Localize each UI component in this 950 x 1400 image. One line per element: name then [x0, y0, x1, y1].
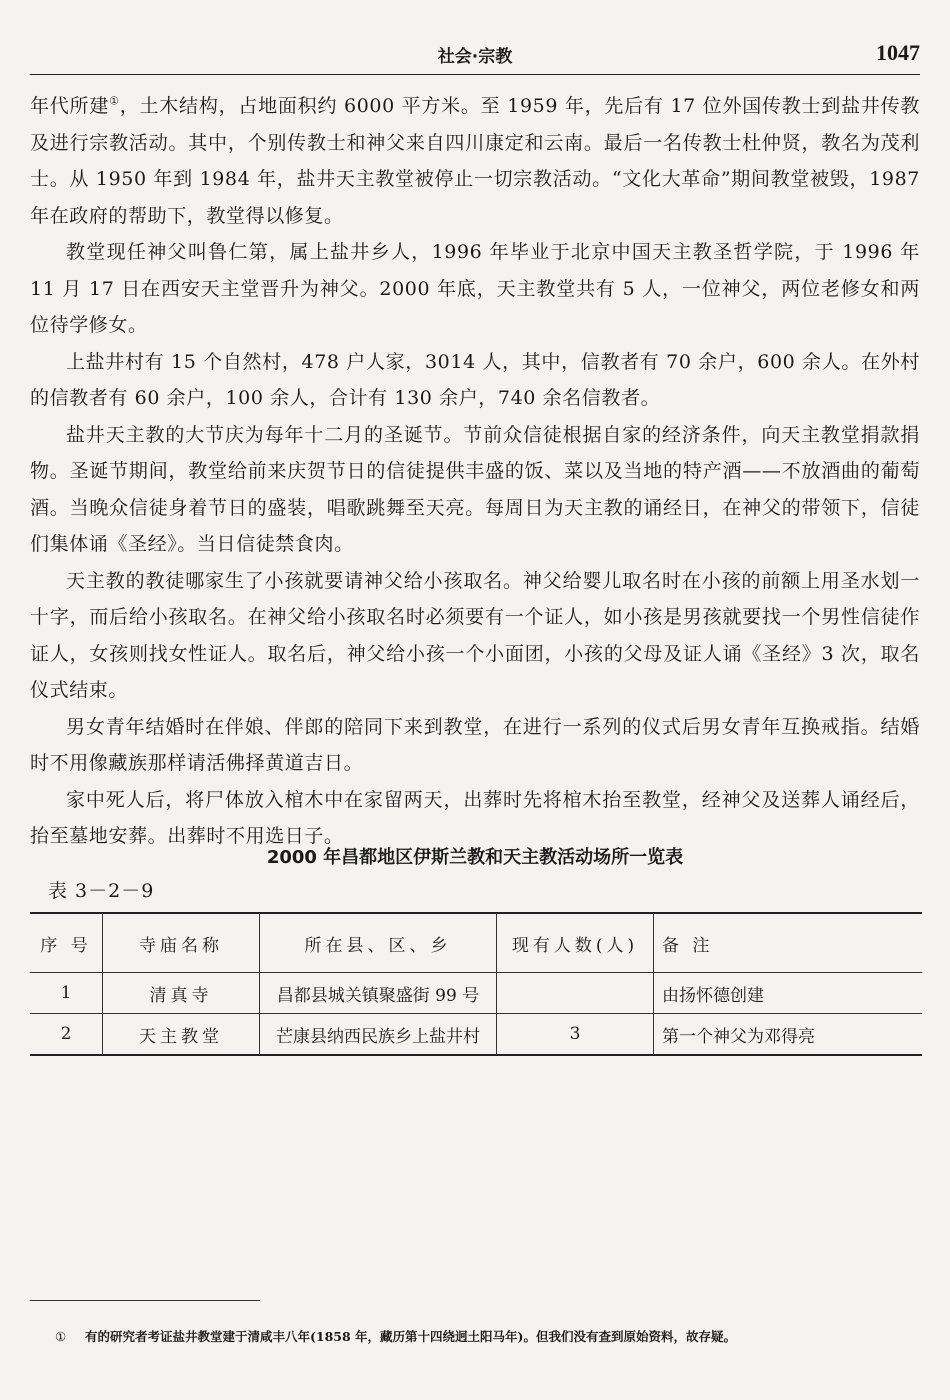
table-number: 表 3－2－9 — [48, 880, 155, 902]
cell-count — [497, 973, 654, 1014]
cell-location: 芒康县纳西民族乡上盐井村 — [260, 1014, 497, 1056]
footnote-divider — [30, 1300, 260, 1301]
footnote-text: 有的研究者考证盐井教堂建于清咸丰八年(1858 年，藏历第十四绕迥土阳马年)。但我们没有查到原始资料，故存疑。 — [85, 1329, 736, 1344]
running-header — [30, 40, 920, 75]
body-text — [30, 88, 920, 855]
paragraph: 天主教的教徒哪家生了小孩就要请神父给小孩取名。神父给婴儿取名时在小孩的前额上用圣水划一十字，而后给小孩取名。在神父给小孩取名时必须要有一个证人，如小孩是男孩就要找一个男性信徒作证人，女孩则找女性证人。取名后，神父给小孩一个小面团，小孩的父母及证人诵《圣经》3 次，取名仪式结束。 — [30, 569, 920, 701]
paragraph: 男女青年结婚时在伴娘、伴郎的陪同下来到教堂，在进行一系列的仪式后男女青年互换戒指。结婚时不用像藏族那样请活佛择黄道吉日。 — [30, 715, 920, 774]
column-header-count: 现有人数(人) — [497, 913, 654, 973]
column-header-notes: 备 注 — [654, 913, 923, 973]
paragraph: 盐井天主教的大节庆为每年十二月的圣诞节。节前众信徒根据自家的经济条件，向天主教堂捐款捐物。圣诞节期间，教堂给前来庆贺节日的信徒提供丰盛的饭、菜以及当地的特产酒——不放酒曲的葡萄酒。当晚众信徒身着节日的盛装，唱歌跳舞至天亮。每周日为天主教的诵经日，在神父的带领下，信徒们集体诵《圣经》。当日信徒禁食肉。 — [30, 423, 920, 555]
table-header-row — [30, 913, 922, 973]
cell-notes: 第一个神父为邓得亮 — [654, 1014, 923, 1056]
column-header-number: 序 号 — [40, 935, 92, 956]
paragraph: 家中死人后，将尸体放入棺木中在家留两天，出葬时先将棺木抬至教堂，经神父及送葬人诵经后，抬至墓地安葬。出葬时不用选日子。 — [30, 788, 920, 847]
paragraph: 上盐井村有 15 个自然村，478 户人家，3014 人，其中，信教者有 70 余户，600 余人。在外村的信教者有 60 余户，100 余人，合计有 130 余户，740 余名信教者。 — [30, 350, 920, 409]
table-row — [30, 973, 922, 1014]
section-title: 社会·宗教 — [437, 47, 513, 67]
paragraph: 教堂现任神父叫鲁仁第，属上盐井乡人，1996 年毕业于北京中国天主教圣哲学院，于 1996 年 11 月 17 日在西安天主堂晋升为神父。2000 年底，天主教堂共有 5 人，一位神父，两位老修女和两位待学修女。 — [30, 241, 920, 336]
cell-location: 昌都县城关镇聚盛街 99 号 — [260, 973, 497, 1014]
cell-number: 1 — [60, 983, 72, 1003]
paragraph-text: ，土木结构，占地面积约 6000 平方米。至 1959 年，先后有 17 位外国传教士到盐井传教及进行宗教活动。其中，个别传教士和神父来自四川康定和云南。最后一名传教士杜仲贤，教名为茂利士。从 1950 年到 1984 年，盐井天主教堂被停止一切宗教活动。“文化大革命”期间教堂被毁，1987 年在政府的帮助下，教堂得以修复。 — [30, 95, 920, 227]
cell-name: 天主教堂 — [103, 1014, 260, 1056]
cell-number: 2 — [60, 1024, 72, 1044]
table-title: 2000 年昌都地区伊斯兰教和天主教活动场所一览表 — [266, 847, 684, 868]
page-number: 1047 — [876, 40, 920, 65]
column-header-name: 寺庙名称 — [103, 913, 260, 973]
cell-name: 清真寺 — [103, 973, 260, 1014]
footnote-mark: ① — [55, 1329, 67, 1344]
religious-sites-table — [30, 912, 922, 1056]
footnote-reference[interactable]: ① — [109, 94, 120, 108]
cell-notes: 由扬怀德创建 — [654, 973, 923, 1014]
footnote — [55, 1327, 915, 1345]
column-header-location: 所在县、区、乡 — [260, 913, 497, 973]
paragraph-text: 年代所建 — [30, 95, 110, 117]
cell-count: 3 — [497, 1014, 654, 1056]
table-row — [30, 1014, 922, 1056]
paragraph — [30, 88, 920, 234]
